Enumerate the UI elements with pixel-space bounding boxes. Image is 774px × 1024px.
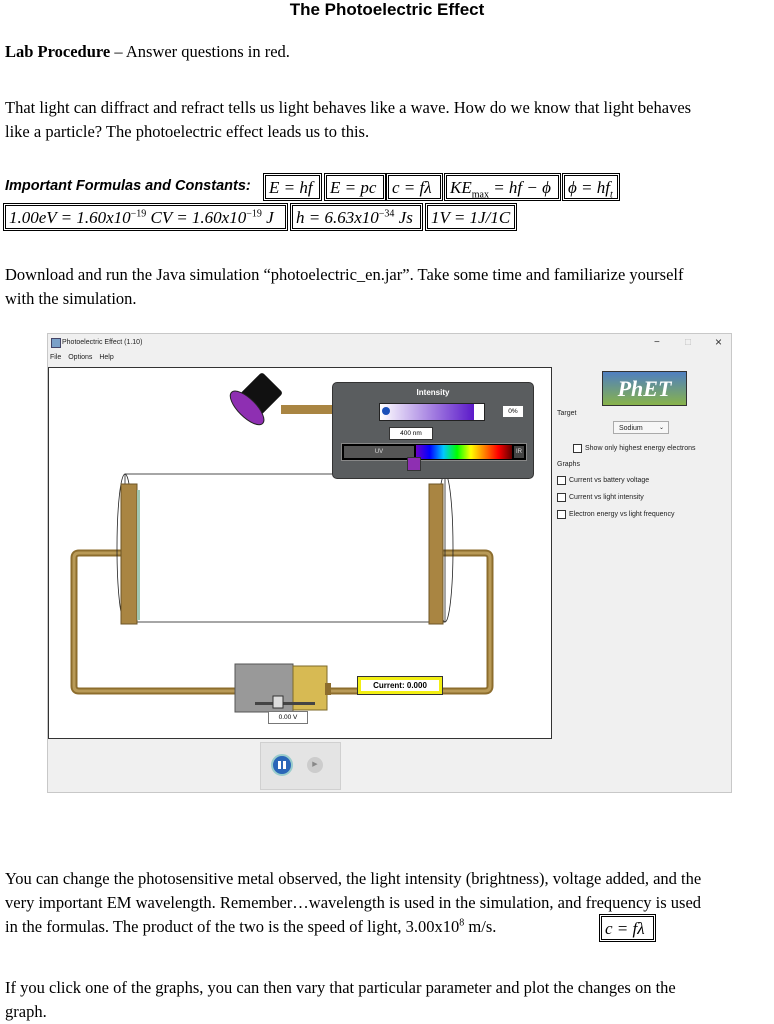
graphs-label: Graphs [557, 461, 580, 468]
download-line-2: with the simulation. [5, 289, 137, 308]
planck-exp: −34 [378, 208, 395, 220]
collector-plate-right [429, 484, 443, 624]
formula-energy-momentum: E = pc [326, 175, 384, 199]
graph-current-voltage-checkbox[interactable] [557, 476, 649, 485]
ev-exp-1: −19 [130, 208, 147, 220]
phi-subscript: t [610, 189, 613, 201]
ir-label: IR [514, 446, 524, 458]
intensity-fill [380, 404, 474, 420]
ev-part-2: CV = 1.60x10 [146, 208, 247, 227]
current-meter [358, 677, 442, 694]
download-paragraph [5, 263, 774, 311]
voltage-value[interactable]: 0.00 V [268, 711, 308, 724]
procedure-instruction: – Answer questions in red. [110, 42, 290, 61]
page-title: The Photoelectric Effect [289, 0, 485, 19]
change-line-3 [5, 915, 774, 939]
menu-file[interactable]: File [50, 354, 62, 361]
graph1-label: Current vs battery voltage [569, 477, 650, 484]
intro-paragraph [5, 96, 774, 144]
pause-button[interactable] [271, 754, 293, 776]
intensity-value[interactable]: 0% [503, 406, 523, 417]
constant-planck [292, 205, 421, 229]
intensity-knob[interactable] [382, 407, 390, 415]
light-control-panel [332, 382, 534, 479]
current-value: 0.000 [406, 681, 427, 690]
minimize-button[interactable]: − [654, 337, 660, 348]
procedure-line [5, 40, 290, 64]
planck-part-1: h = 6.63x10 [296, 208, 379, 227]
menu-options[interactable]: Options [68, 354, 93, 361]
ev-part-3: J [261, 208, 274, 227]
graph3-label: Electron energy vs light frequency [569, 511, 675, 518]
intensity-slider[interactable] [379, 403, 485, 421]
voltage-slider-track[interactable] [255, 702, 315, 705]
lamp-arm [281, 405, 336, 414]
show-highest-label: Show only highest energy electrons [585, 445, 696, 452]
formulas-label: Important Formulas and Constants: [5, 178, 251, 194]
chevron-down-icon: ⌄ [658, 425, 664, 431]
checkbox-box[interactable] [573, 444, 582, 453]
checkbox-box[interactable] [557, 510, 566, 519]
formula-kinetic-energy [446, 175, 559, 199]
graph-energy-frequency-checkbox[interactable] [557, 510, 674, 519]
wavelength-spectrum-slider[interactable] [341, 443, 527, 461]
step-button[interactable]: ▶ [307, 757, 323, 773]
ke-subscript: max [471, 189, 489, 201]
show-highest-energy-checkbox[interactable] [573, 444, 696, 453]
window-title: Photoelectric Effect (1.10) [62, 339, 143, 346]
constant-volt: 1V = 1J/1C [427, 205, 515, 229]
change-paragraph [5, 867, 774, 939]
maximize-button[interactable]: □ [685, 337, 692, 348]
speed-exponent: 8 [459, 917, 465, 929]
planck-part-2: Js [394, 208, 413, 227]
change-line-2: very important EM wavelength. Remember…wavelength is used in the simulation, and frequency is used [5, 893, 702, 912]
playback-controls [260, 742, 341, 790]
target-value: Sodium [619, 425, 643, 432]
procedure-heading: Lab Procedure [5, 42, 111, 61]
wavelength-knob[interactable] [407, 457, 421, 471]
lamp-icon [225, 368, 288, 430]
intensity-label: Intensity [416, 388, 450, 397]
ke-symbol: KE [450, 178, 472, 197]
uv-label: UV [344, 446, 414, 458]
vacuum-tube [125, 474, 445, 622]
metal-surface [137, 490, 140, 620]
ev-part-1: 1.00eV = 1.60x10 [9, 208, 131, 227]
control-panel [553, 367, 733, 739]
checkbox-box[interactable] [557, 476, 566, 485]
current-label: Current: [373, 681, 405, 690]
formula-speed-of-light-inline: c = fλ [601, 916, 654, 940]
constant-electron-volt [5, 205, 286, 229]
change-line-3a: in the formulas. The product of the two is the speed of light, 3.00x10 [5, 917, 460, 936]
change-line-3b: m/s. [464, 917, 497, 936]
ev-exp-2: −19 [246, 208, 262, 220]
formula-work-function [564, 175, 618, 199]
ke-rhs: = hf − ϕ [488, 178, 551, 197]
change-line-1: You can change the photosensitive metal observed, the light intensity (brightness), voltage added, and the [5, 869, 702, 888]
menu-help[interactable]: Help [99, 354, 114, 361]
checkbox-box[interactable] [557, 493, 566, 502]
graph-current-intensity-checkbox[interactable] [557, 493, 644, 502]
pause-icon-bar-right [283, 761, 286, 769]
battery-terminal [325, 683, 331, 695]
formula-energy-frequency: E = hf [265, 175, 320, 199]
target-plate-left [121, 484, 137, 624]
visible-spectrum [416, 445, 512, 459]
voltage-slider-knob[interactable] [273, 696, 283, 708]
simulation-window [47, 333, 732, 793]
pause-icon-bar-left [278, 761, 281, 769]
intro-line-1: That light can diffract and refract tells us light behaves like a wave. How do we know that light behaves [5, 98, 692, 117]
simulation-canvas [48, 367, 552, 739]
close-button[interactable]: × [715, 335, 723, 349]
wavelength-value[interactable]: 400 nm [389, 427, 433, 440]
download-line-1: Download and run the Java simulation “photoelectric_en.jar”. Take some time and familiarize yourself [5, 265, 684, 284]
graphs-paragraph [5, 976, 774, 1024]
graphs-line-1: If you click one of the graphs, you can then vary that particular parameter and plot the changes on the [5, 978, 676, 997]
phet-logo: PhET [602, 371, 687, 406]
java-app-icon [51, 338, 61, 348]
intro-line-2: like a particle? The photoelectric effect leads us to this. [5, 122, 370, 141]
target-select[interactable] [613, 421, 669, 434]
menu-bar [50, 354, 119, 361]
formula-speed-of-light: c = fλ [388, 175, 441, 199]
graph2-label: Current vs light intensity [569, 494, 644, 501]
phi-expression: ϕ = hf [568, 178, 610, 197]
graphs-line-2: graph. [5, 1002, 47, 1021]
target-label: Target [557, 410, 577, 417]
